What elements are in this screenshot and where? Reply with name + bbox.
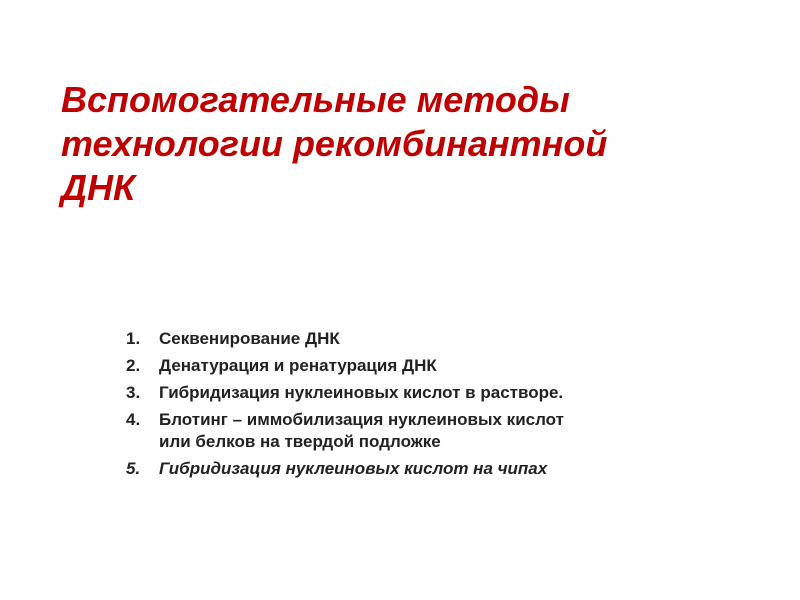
methods-list (126, 328, 686, 485)
list-item-number: 4. (126, 410, 141, 429)
list-item-number: 1. (126, 329, 141, 348)
list-item-text: Гибридизация нуклеиновых кислот в растворе. (159, 383, 564, 402)
title-line-2: технологии рекомбинантной (61, 123, 608, 164)
title-line-1: Вспомогательные методы (61, 79, 570, 120)
list-item-text: Денатурация и ренатурация ДНК (159, 356, 437, 375)
list-item (126, 355, 686, 377)
list-item-number: 3. (126, 383, 141, 402)
list-item (126, 409, 686, 453)
list-item (126, 328, 686, 350)
list-item-text-continued: или белков на твердой подложке (159, 432, 441, 451)
list-item (126, 382, 686, 404)
title-line-3: ДНК (61, 167, 136, 208)
list-item-text: Блотинг – иммобилизация нуклеиновых кислот (159, 410, 564, 429)
list-item (126, 458, 686, 480)
slide-title (61, 78, 741, 210)
list-item-number: 2. (126, 356, 141, 375)
list-item-number: 5. (126, 459, 141, 478)
list-item-text: Гибридизация нуклеиновых кислот на чипах (159, 459, 548, 478)
list-item-text: Секвенирование ДНК (159, 329, 340, 348)
